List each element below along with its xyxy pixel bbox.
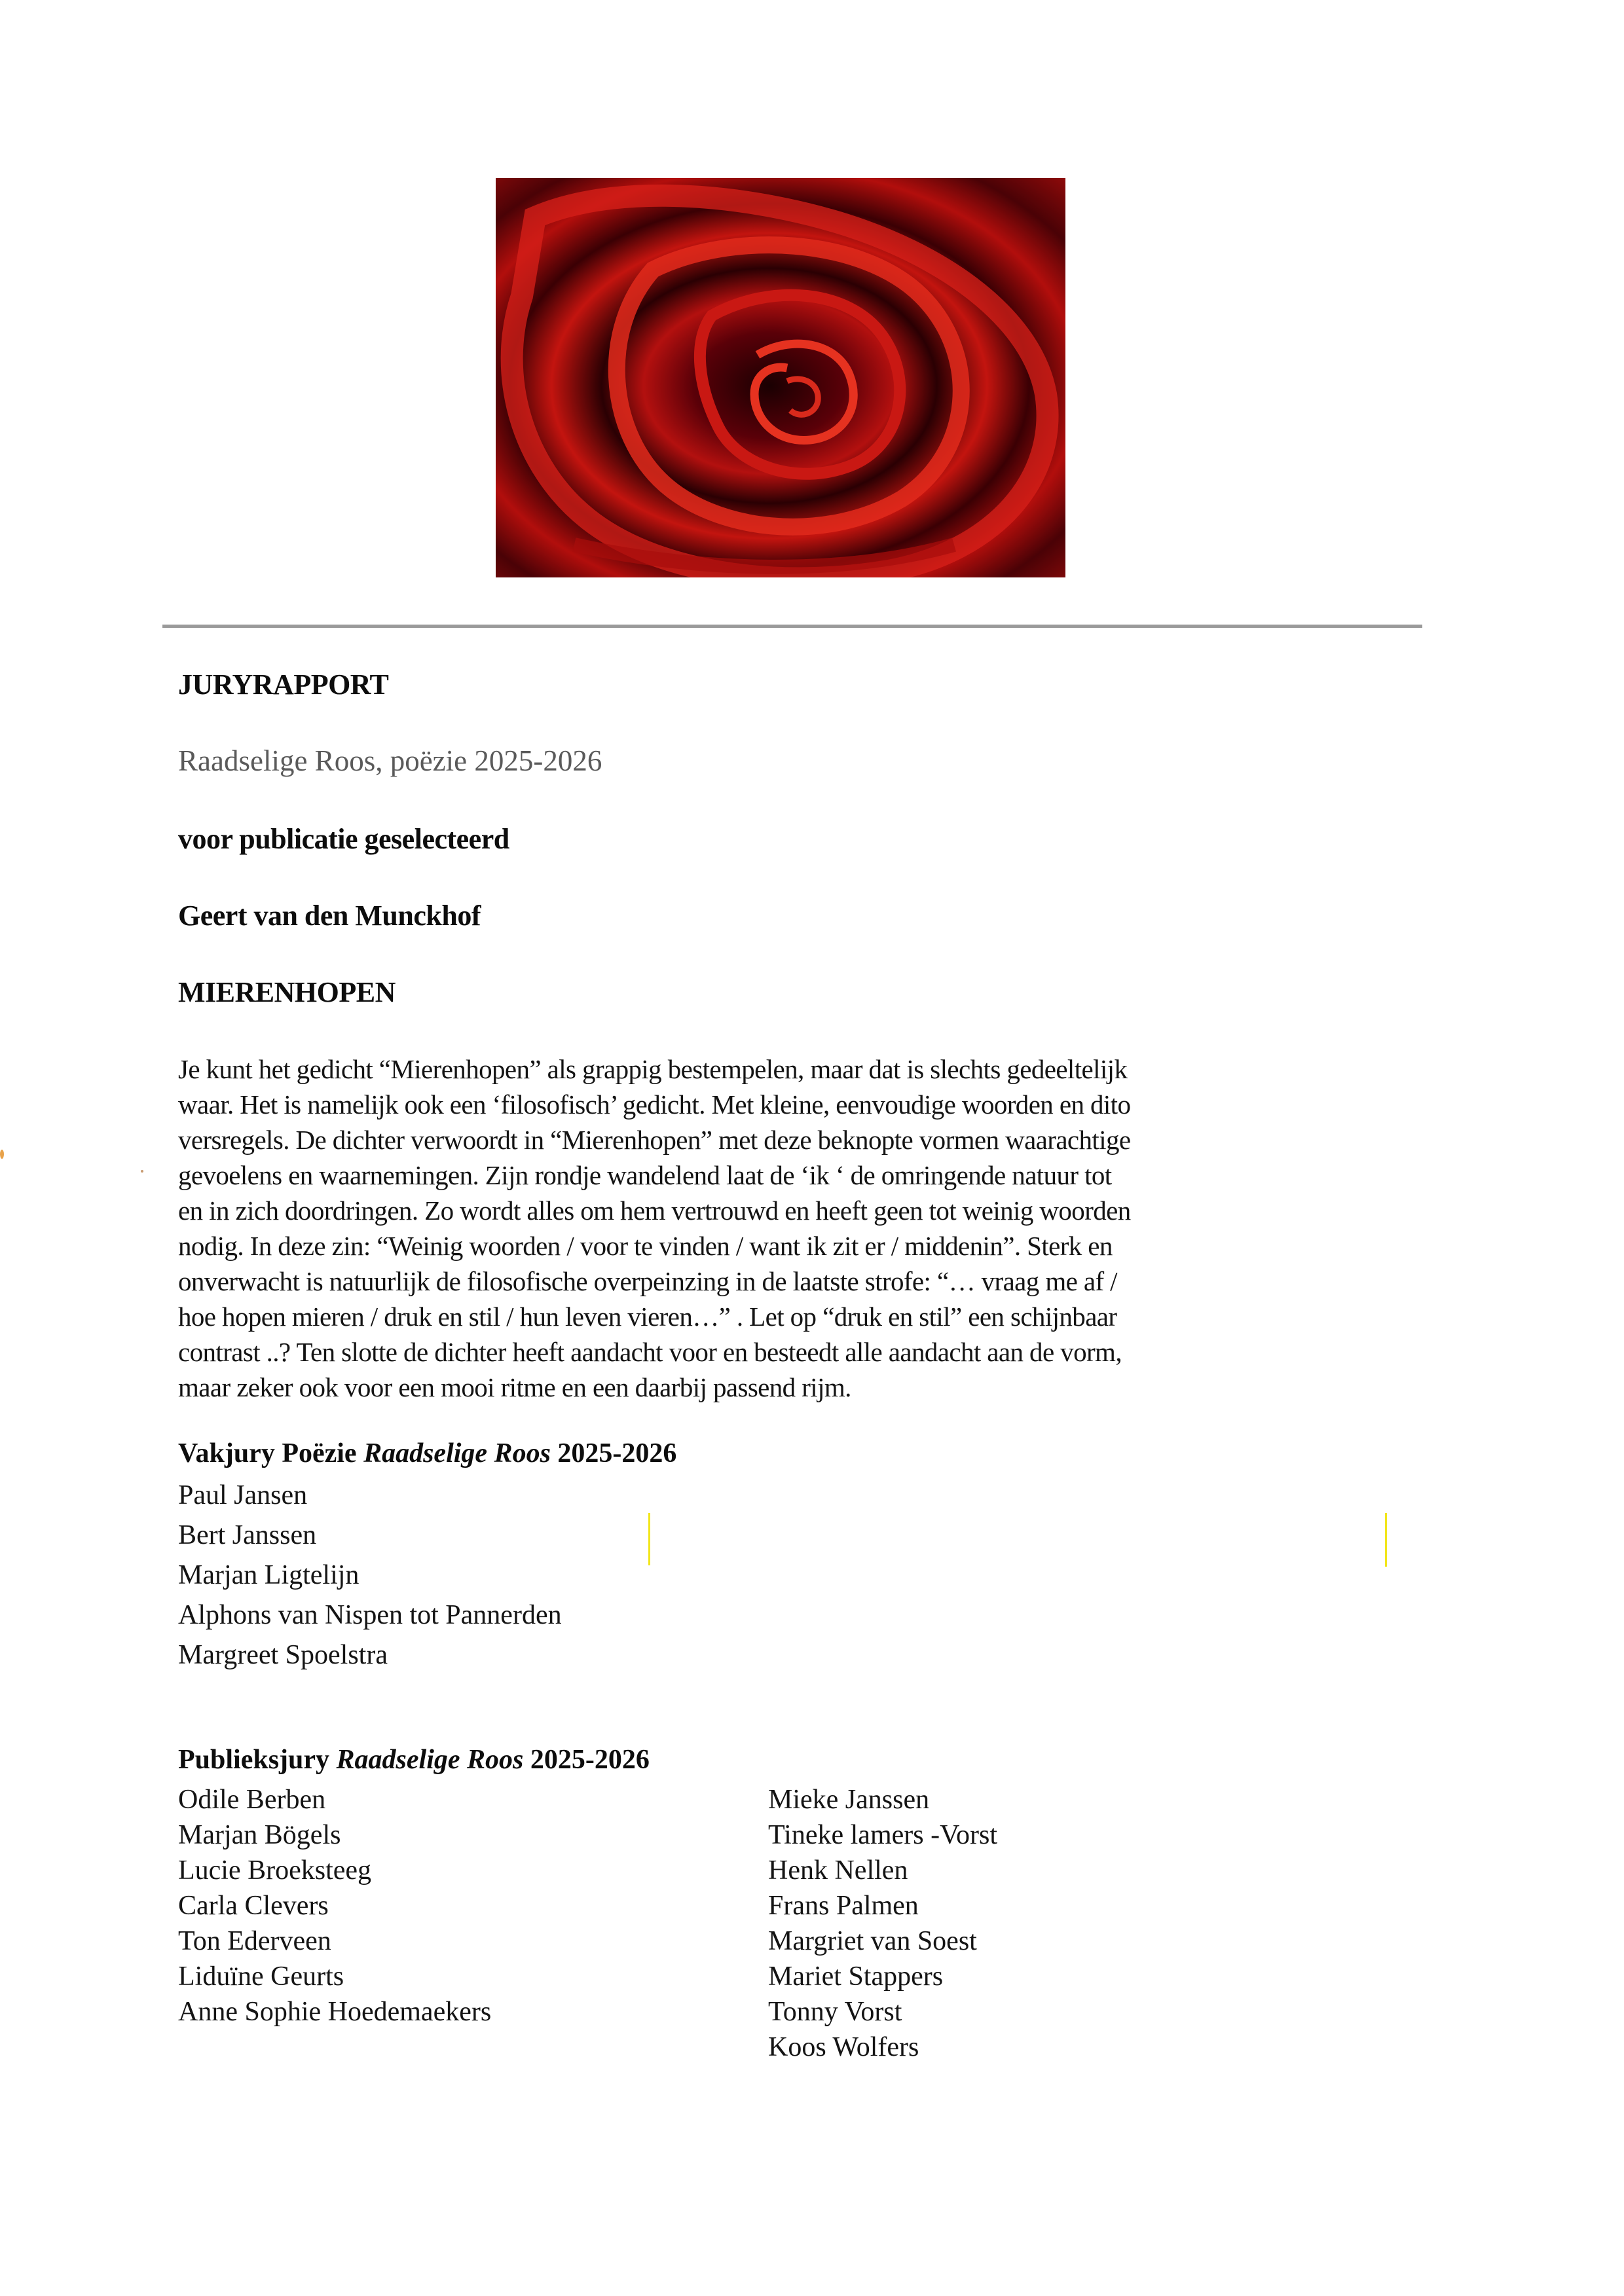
publieksjury-member: Marjan Bögels bbox=[178, 1820, 341, 1850]
publieksjury-member: Anne Sophie Hoedemaekers bbox=[178, 1997, 492, 2027]
scan-speck bbox=[0, 1150, 4, 1159]
author-name: Geert van den Munckhof bbox=[178, 900, 481, 932]
scan-speck bbox=[141, 1170, 143, 1173]
publieksjury-members-left bbox=[178, 1782, 491, 2030]
review-line: en in zich doordringen. Zo wordt alles om hem vertrouwd en heeft geen tot weinig woorden bbox=[178, 1195, 1131, 1226]
vakjury-member: Margreet Spoelstra bbox=[178, 1640, 388, 1670]
publieksjury-member: Mieke Janssen bbox=[768, 1785, 930, 1815]
vakjury-member: Alphons van Nispen tot Pannerden bbox=[178, 1600, 562, 1630]
publieksjury-member: Carla Clevers bbox=[178, 1891, 329, 1921]
publieksjury-member: Frans Palmen bbox=[768, 1891, 919, 1921]
publieksjury-member: Lucie Broeksteeg bbox=[178, 1855, 372, 1886]
review-line: onverwacht is natuurlijk de filosofische overpeinzing in de laatste strofe: “… vraag me af / bbox=[178, 1266, 1117, 1296]
rose-image bbox=[496, 178, 1065, 577]
jury-review-paragraph bbox=[178, 1051, 1396, 1405]
vakjury-member-list bbox=[178, 1476, 562, 1675]
publieksjury-member: Liduïne Geurts bbox=[178, 1961, 344, 1992]
horizontal-divider bbox=[162, 625, 1422, 628]
publieksjury-member: Tonny Vorst bbox=[768, 1997, 902, 2027]
review-line: Je kunt het gedicht “Mierenhopen” als grappig bestempelen, maar dat is slechts gedeeltelijk bbox=[178, 1054, 1128, 1084]
publieksjury-member: Ton Ederveen bbox=[178, 1926, 331, 1956]
publieksjury-heading-suffix: 2025-2026 bbox=[523, 1745, 650, 1775]
review-line: versregels. De dichter verwoordt in “Mierenhopen” met deze beknopte vormen waarachtige bbox=[178, 1125, 1131, 1155]
review-line: maar zeker ook voor een mooi ritme en een daarbij passend rijm. bbox=[178, 1372, 851, 1402]
poem-title: MIERENHOPEN bbox=[178, 976, 396, 1008]
vakjury-heading-italic: Raadselige Roos bbox=[363, 1438, 551, 1468]
competition-subtitle: Raadselige Roos, poëzie 2025-2026 bbox=[178, 744, 602, 777]
selection-status: voor publicatie geselecteerd bbox=[178, 823, 509, 855]
vakjury-member: Marjan Ligtelijn bbox=[178, 1560, 360, 1590]
publieksjury-heading-italic: Raadselige Roos bbox=[336, 1745, 524, 1775]
vakjury-member: Bert Janssen bbox=[178, 1520, 317, 1550]
publieksjury-member: Koos Wolfers bbox=[768, 2032, 919, 2062]
highlighter-mark bbox=[1385, 1513, 1387, 1567]
publieksjury-member: Mariet Stappers bbox=[768, 1961, 944, 1992]
vakjury-heading-prefix: Vakjury Poëzie bbox=[178, 1438, 364, 1468]
review-line: gevoelens en waarnemingen. Zijn rondje wandelend laat de ‘ik ‘ de omringende natuur tot bbox=[178, 1160, 1112, 1190]
review-line: contrast ..? Ten slotte de dichter heeft aandacht voor en besteedt alle aandacht aan de vorm, bbox=[178, 1337, 1122, 1367]
review-line: nodig. In deze zin: “Weinig woorden / voor te vinden / want ik zit er / middenin”. Sterk en bbox=[178, 1231, 1113, 1261]
report-title: JURYRAPPORT bbox=[178, 668, 389, 701]
rose-illustration bbox=[496, 178, 1065, 577]
highlighter-mark bbox=[648, 1513, 650, 1565]
publieksjury-member: Henk Nellen bbox=[768, 1855, 908, 1886]
publieksjury-members-right bbox=[768, 1782, 997, 2065]
publieksjury-member: Odile Berben bbox=[178, 1785, 326, 1815]
vakjury-heading bbox=[178, 1438, 676, 1469]
review-line: waar. Het is namelijk ook een ‘filosofisch’ gedicht. Met kleine, eenvoudige woorden en dito bbox=[178, 1089, 1131, 1120]
publieksjury-heading-prefix: Publieksjury bbox=[178, 1745, 337, 1775]
publieksjury-member: Tineke lamers -Vorst bbox=[768, 1820, 997, 1850]
publieksjury-heading bbox=[178, 1744, 650, 1776]
vakjury-member: Paul Jansen bbox=[178, 1480, 308, 1510]
review-line: hoe hopen mieren / druk en stil / hun leven vieren…” . Let op “druk en stil” een schijnbaar bbox=[178, 1302, 1117, 1332]
vakjury-heading-suffix: 2025-2026 bbox=[550, 1438, 677, 1468]
publieksjury-member: Margriet van Soest bbox=[768, 1926, 977, 1956]
